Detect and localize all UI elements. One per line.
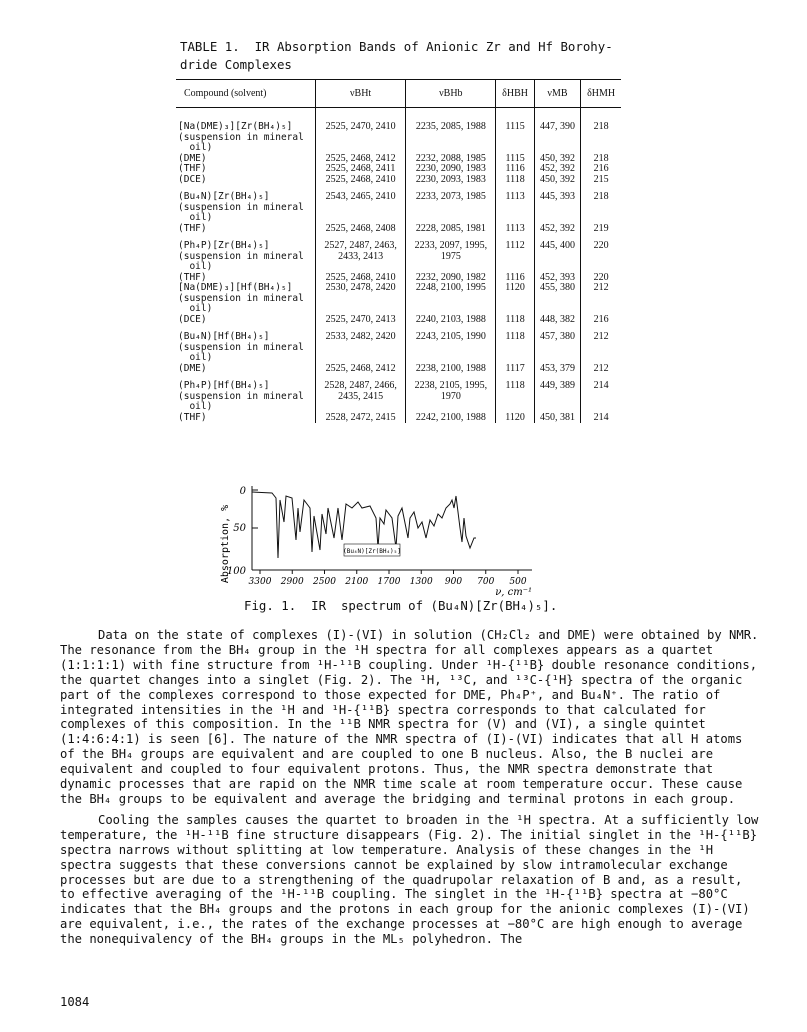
table-row xyxy=(176,315,621,326)
table-cell-value: 2238, 2105, 1995, 1970 xyxy=(406,381,496,413)
table-cell-value: 1115 xyxy=(496,154,534,165)
table-cell-compound: (DCE) xyxy=(176,175,316,186)
header-vbhb: νBHb xyxy=(406,80,496,108)
table-cell-value: 218 xyxy=(593,152,609,164)
table-cell-value: 1120 xyxy=(496,413,534,424)
header-vmb: νMB xyxy=(534,80,581,108)
table-cell-value: 1118 xyxy=(496,315,534,326)
table-cell-value: 2525, 2468, 2410 xyxy=(316,175,406,186)
figure-xtick-label: 1300 xyxy=(409,577,433,587)
figure-xtick-label: 900 xyxy=(444,577,463,587)
table-cell-value: 1118 xyxy=(496,332,534,364)
figure-xtick-label: 2100 xyxy=(345,577,369,587)
table-cell-value: 2543, 2465, 2410 xyxy=(316,192,406,224)
table-cell-value: 2528, 2487, 2466, 2435, 2415 xyxy=(316,381,406,413)
table-cell-value: 2525, 2468, 2410 xyxy=(316,273,406,284)
table-cell-value: 1116 xyxy=(496,273,534,284)
table-cell-value: 445, 400 xyxy=(534,241,581,273)
table-cell-value: 218 xyxy=(593,121,609,132)
table-caption-line-1: TABLE 1. IR Absorption Bands of Anionic Zr and Hf Borohy- xyxy=(180,39,613,54)
table-cell-value: 215 xyxy=(593,173,609,185)
table-body xyxy=(176,108,621,424)
table-cell-value: 1113 xyxy=(496,224,534,235)
table-cell-value: 220 xyxy=(593,240,609,251)
header-dhbh: δHBH xyxy=(496,80,534,108)
table-cell-value: 212 xyxy=(593,362,609,374)
table-cell-compound: (DCE) xyxy=(176,315,316,326)
table-cell-value: 449, 389 xyxy=(534,381,581,413)
table-cell-value: 214 xyxy=(593,411,609,423)
table-cell-value: 2525, 2468, 2412 xyxy=(316,364,406,375)
table-cell-value: 2228, 2085, 1981 xyxy=(406,224,496,235)
table-row xyxy=(176,224,621,235)
table-row xyxy=(176,175,621,186)
table-cell-value: 216 xyxy=(593,313,609,325)
table-cell-value: 1112 xyxy=(496,241,534,273)
table-cell-value: 2528, 2472, 2415 xyxy=(316,413,406,424)
table-cell-value: 1115 xyxy=(496,108,534,154)
table-cell-compound: (THF) xyxy=(176,413,316,424)
figure-xtick-label: 3300 xyxy=(248,577,272,587)
table-cell-value: 2233, 2097, 1995, 1975 xyxy=(406,241,496,273)
table-cell-value: 216 xyxy=(593,163,609,174)
figure-xtick-label: 2900 xyxy=(280,577,304,587)
table-cell-compound: (THF) xyxy=(176,164,316,175)
table-row xyxy=(176,413,621,424)
table-cell-compound: (THF) xyxy=(176,224,316,235)
figure-ytick-50: 50 xyxy=(233,523,246,534)
article-body xyxy=(60,628,760,953)
table-cell-value: 2232, 2088, 1985 xyxy=(406,154,496,165)
table-row xyxy=(176,283,621,315)
paragraph-1: Data on the state of complexes (I)-(VI) in solution (CH₂Cl₂ and DME) were obtained by NMR. The resonance from the BH₄ group in the ¹H spectra for all complexes appears as a quartet (1:1:1:1) with fine structure from ¹H-¹¹B coupling. Under ¹H-{¹¹B} double resonance conditions, the quartet changes into a singlet (Fig. 2). The ¹H, ¹³C, and ¹³C-{¹H} spectra of the organic part of the complexes correspond to those expected for DME, Ph₄P⁺, and Bu₄N⁺. The ratio of integrated intensities in the ¹H and ¹H-{¹¹B} spectra corresponds to that calculated for complexes of this composition. In the ¹¹B NMR spectra for (V) and (VI), a single quintet (1:4:6:4:1) is seen [6]. The nature of the NMR spectra of (I)-(VI) indicates that all H atoms of the BH₄ groups are equivalent and are coupled to one B nucleus. Also, the B nuclei are equivalent and coupled to four equivalent protons. Thus, the NMR spectra demonstrate that dynamic processes that are rapid on the NMR time scale at room temperature occur. These cause the BH₄ groups to be equivalent and average the bridging and terminal protons in each group. xyxy=(60,628,759,806)
figure-xtick-label: 1700 xyxy=(377,577,401,587)
table-cell-value: 452, 392 xyxy=(534,164,581,175)
table-cell-compound: (DME) xyxy=(176,364,316,375)
table-row xyxy=(176,108,621,154)
ir-spectrum-figure xyxy=(212,478,552,608)
table-cell-value: 455, 380 xyxy=(534,283,581,315)
table-row xyxy=(176,381,621,413)
table-cell-value: 219 xyxy=(593,222,609,234)
table-header-row xyxy=(176,80,621,108)
table-cell-compound: [Na(DME)₃][Hf(BH₄)₅] (suspension in mineral oil) xyxy=(176,283,316,315)
figure-xtick-label: 2500 xyxy=(313,577,336,587)
table-cell-value: 2230, 2090, 1983 xyxy=(406,164,496,175)
table-cell-compound: (THF) xyxy=(176,273,316,284)
figure-compound-label: (Bu₄N)[Zr(BH₄)₅] xyxy=(343,548,401,555)
table-row xyxy=(176,241,621,273)
table-cell-value: 218 xyxy=(593,191,609,202)
table-cell-value: 447, 390 xyxy=(534,108,581,154)
table-cell-value: 214 xyxy=(593,380,609,391)
table-cell-value: 453, 379 xyxy=(534,364,581,375)
table-cell-value: 450, 381 xyxy=(534,413,581,424)
table-cell-value: 452, 392 xyxy=(534,224,581,235)
table-cell-value: 452, 393 xyxy=(534,273,581,284)
paragraph-2: Cooling the samples causes the quartet to broaden in the ¹H spectra. At a sufficiently low temperature, the ¹H-¹¹B fine structure disappears (Fig. 2). The initial singlet in the ¹H-{¹¹B} spectra narrows without splitting at low temperature. Analysis of these changes in the ¹H spectra suggests that these conversions cannot be explained by slow intramolecular exchange processes but are due to a strengthening of the quadrupolar relaxation of B and, as a result, to effective averaging of the ¹H-¹¹B coupling. The singlet in the ¹H-{¹¹B} spectra at −80°C indicates that the BH₄ groups and the protons in each group for the anionic complexes (I)-(VI) are equivalent, i.e., the rates of the exchange processes at −80°C are high enough to average the nonequivalency of the BH₄ groups in the ML₅ polyhedron. The xyxy=(60,812,759,947)
table-cell-value: 450, 392 xyxy=(534,175,581,186)
figure-xtick-label: 500 xyxy=(509,577,527,587)
table-cell-value: 1118 xyxy=(496,175,534,186)
table-cell-compound: (DME) xyxy=(176,154,316,165)
table-cell-value: 2525, 2468, 2412 xyxy=(316,154,406,165)
figure-xtick-label: 700 xyxy=(477,577,495,587)
table-row xyxy=(176,364,621,375)
table-caption xyxy=(180,38,650,74)
table-cell-value: 2243, 2105, 1990 xyxy=(406,332,496,364)
table-row xyxy=(176,192,621,224)
table-cell-value: 2230, 2093, 1983 xyxy=(406,175,496,186)
figure-ytick-0: 0 xyxy=(239,486,246,497)
table-cell-value: 220 xyxy=(593,271,609,283)
table-cell-value: 1120 xyxy=(496,283,534,315)
header-vbht: νBHt xyxy=(316,80,406,108)
table-cell-compound: (Bu₄N)[Zr(BH₄)₅] (suspension in mineral oil) xyxy=(176,192,316,224)
table-cell-value: 445, 393 xyxy=(534,192,581,224)
table-cell-compound: (Bu₄N)[Hf(BH₄)₅] (suspension in mineral oil) xyxy=(176,332,316,364)
page-number: 1084 xyxy=(60,995,90,1009)
table-cell-value: 2240, 2103, 1988 xyxy=(406,315,496,326)
table-cell-value: 2232, 2090, 1982 xyxy=(406,273,496,284)
table-cell-value: 1116 xyxy=(496,164,534,175)
table-row xyxy=(176,164,621,175)
figure-xticks xyxy=(249,570,527,587)
table-caption-line-2: dride Complexes xyxy=(180,57,292,72)
table-cell-value: 2242, 2100, 1988 xyxy=(406,413,496,424)
header-compound: Compound (solvent) xyxy=(176,80,316,108)
table-cell-value: 2238, 2100, 1988 xyxy=(406,364,496,375)
figure-caption: Fig. 1. IR spectrum of (Bu₄N)[Zr(BH₄)₅]. xyxy=(244,598,558,613)
header-dhmh: δHMH xyxy=(581,80,621,108)
table-row xyxy=(176,332,621,364)
table-cell-compound: (Ph₄P)[Zr(BH₄)₅] (suspension in mineral oil) xyxy=(176,241,316,273)
figure-ylabel: Absorption, % xyxy=(220,504,231,584)
table-cell-value: 1113 xyxy=(496,192,534,224)
table-cell-value: 2530, 2478, 2420 xyxy=(316,283,406,315)
table-cell-value: 2525, 2470, 2413 xyxy=(316,315,406,326)
table-cell-value: 2233, 2073, 1985 xyxy=(406,192,496,224)
table-cell-value: 2235, 2085, 1988 xyxy=(406,108,496,154)
table-cell-value: 457, 380 xyxy=(534,332,581,364)
table-cell-value: 2525, 2468, 2411 xyxy=(316,164,406,175)
table-cell-value: 2533, 2482, 2420 xyxy=(316,332,406,364)
table-cell-value: 2525, 2468, 2408 xyxy=(316,224,406,235)
table-cell-value: 2248, 2100, 1995 xyxy=(406,283,496,315)
table-cell-value: 1118 xyxy=(496,381,534,413)
table-cell-value: 448, 382 xyxy=(534,315,581,326)
figure-xlabel: ν, cm⁻¹ xyxy=(495,587,532,598)
table-cell-value: 212 xyxy=(593,331,609,342)
table-cell-value: 212 xyxy=(593,282,609,293)
table-cell-value: 450, 392 xyxy=(534,154,581,165)
table-cell-value: 2525, 2470, 2410 xyxy=(316,108,406,154)
table-cell-compound: (Ph₄P)[Hf(BH₄)₅] (suspension in mineral oil) xyxy=(176,381,316,413)
figure-ytick-100: 100 xyxy=(226,566,246,577)
table-cell-compound: [Na(DME)₃][Zr(BH₄)₅] (suspension in mineral oil) xyxy=(176,108,316,154)
table-cell-value: 2527, 2487, 2463, 2433, 2413 xyxy=(316,241,406,273)
ir-bands-table xyxy=(176,79,621,423)
table-cell-value: 1117 xyxy=(496,364,534,375)
